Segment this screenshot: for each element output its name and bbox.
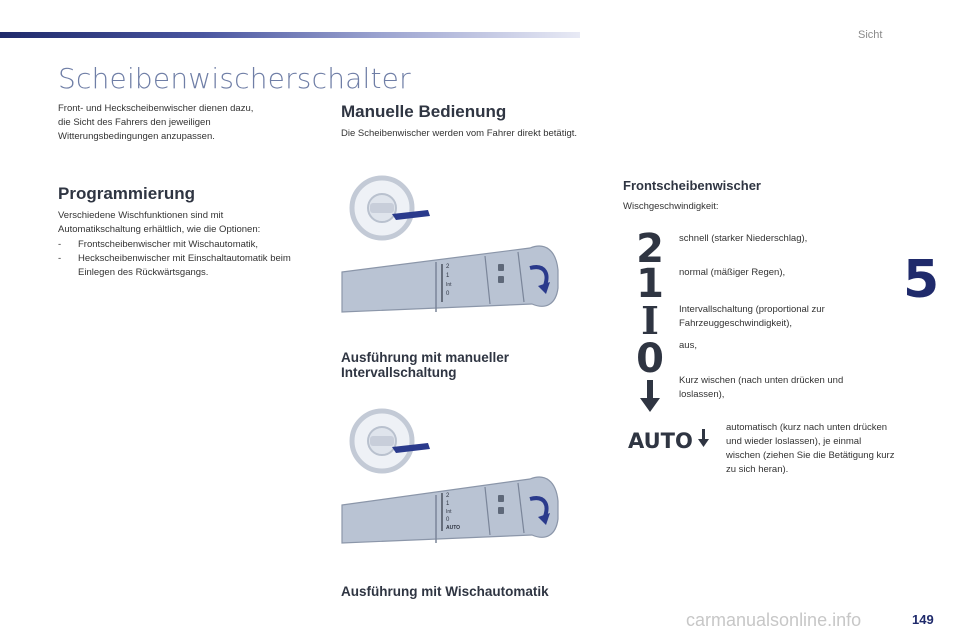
auto-symbol-icon	[626, 427, 712, 453]
svg-text:I: I	[641, 298, 659, 338]
steering-wheel-icon	[352, 178, 412, 238]
header-gradient-bar	[0, 32, 580, 38]
page-number: 149	[912, 612, 934, 627]
programmierung-text: Verschiedene Wischfunktionen sind mit Automatikschaltung erhältlich, wie die Optionen:	[58, 210, 261, 235]
chapter-number: 5	[903, 250, 940, 310]
stalk-label-2: 2	[446, 493, 450, 499]
programmierung-options-list	[58, 238, 298, 280]
speed-1-description: normal (mäßiger Regen),	[679, 267, 786, 278]
list-item: - Heckscheibenwischer mit Einschaltautomatik beim Einlegen des Rückwärtsgangs.	[58, 252, 298, 280]
wischgeschwindigkeit-label: Wischgeschwindigkeit:	[623, 201, 719, 212]
svg-text:AUTO: AUTO	[628, 429, 693, 453]
stalk-label-0: 0	[446, 291, 450, 297]
manuelle-heading: Manuelle Bedienung	[341, 102, 507, 121]
interval-symbol-icon	[630, 298, 670, 338]
stalk-label-0: 0	[446, 517, 450, 523]
manuelle-text: Die Scheibenwischer werden vom Fahrer direkt betätigt.	[341, 128, 578, 139]
steering-wheel-icon	[352, 411, 412, 471]
speed-1-symbol-icon	[630, 261, 670, 301]
programmierung-heading: Programmierung	[58, 184, 195, 203]
frontscheibenwischer-heading: Frontscheibenwischer	[623, 178, 761, 193]
off-symbol-icon	[630, 336, 670, 376]
speed-2-description: schnell (starker Niederschlag),	[679, 233, 808, 244]
wiper-stalk-illustration-auto	[340, 405, 566, 547]
stalk-label-1: 1	[446, 273, 450, 279]
stalk-label-1: 1	[446, 501, 450, 507]
caption-wischautomatik: Ausführung mit Wischautomatik	[341, 584, 549, 599]
intro-paragraph: Front- und Heckscheibenwischer dienen dazu, die Sicht des Fahrers den jeweiligen Witterungsbedingungen anzupassen.	[58, 103, 254, 142]
watermark: carmanualsonline.info	[686, 610, 862, 630]
stalk-label-2: 2	[446, 264, 450, 270]
wiper-stalk	[342, 246, 558, 312]
svg-text:1: 1	[636, 261, 664, 301]
section-label: Sicht	[858, 29, 883, 41]
svg-text:0: 0	[636, 336, 664, 376]
interval-description: Intervallschaltung (proportional zur Fahrzeuggeschwindigkeit),	[679, 304, 825, 329]
wiper-stalk-illustration-manual	[340, 172, 566, 317]
list-item: - Frontscheibenwischer mit Wischautomatik,	[58, 238, 298, 252]
arrow-down-icon	[630, 376, 670, 416]
single-wipe-description: Kurz wischen (nach unten drücken und loslassen),	[679, 375, 844, 400]
off-description: aus,	[679, 340, 697, 351]
caption-manual-interval: Ausführung mit manueller Intervallschaltung	[341, 350, 510, 380]
speed-2-symbol-icon	[630, 226, 670, 266]
svg-text:2: 2	[636, 226, 664, 266]
stalk-label-auto: AUTO	[446, 525, 461, 531]
auto-description: automatisch (kurz nach unten drücken und wieder loslassen), je einmal wischen (ziehen Sie die Betätigung kurz zu sich heran).	[726, 422, 895, 475]
page-title: Scheibenwischerschalter	[58, 62, 411, 95]
stalk-label-int: Int	[446, 509, 452, 515]
stalk-label-int: Int	[446, 282, 452, 288]
